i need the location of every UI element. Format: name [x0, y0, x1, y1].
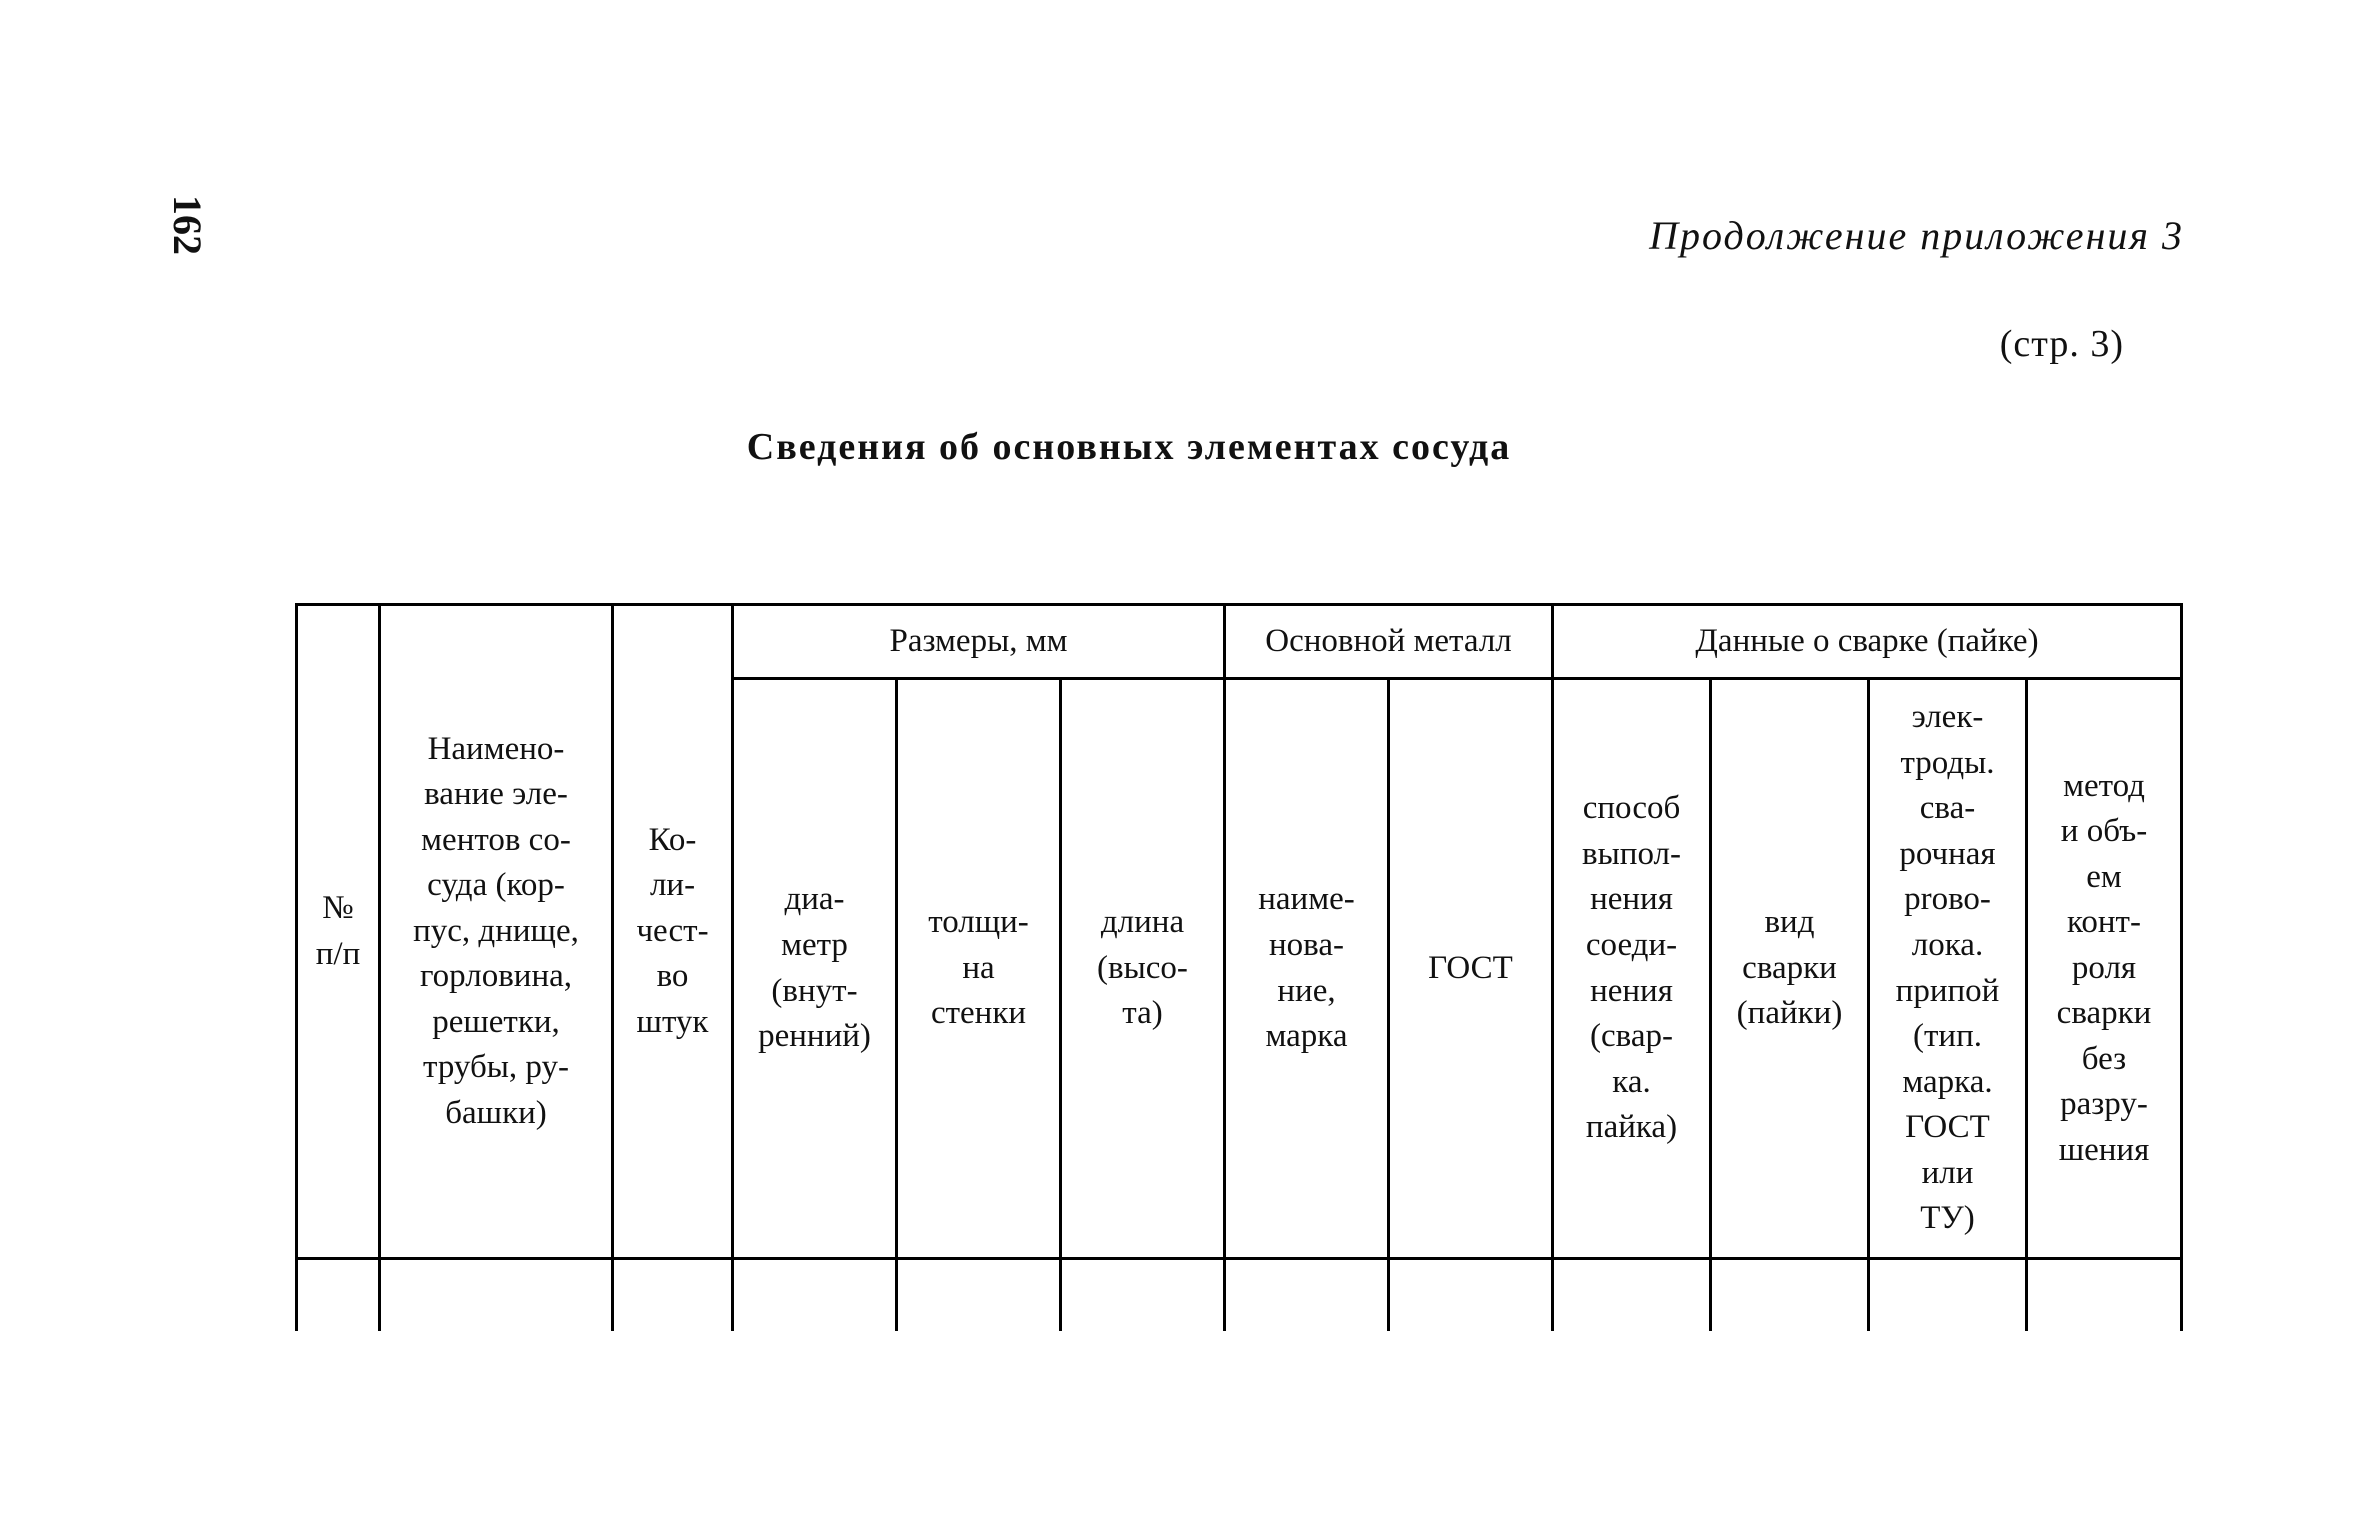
document-title	[0, 425, 2362, 469]
col-gost-header: ГОСТ	[1389, 679, 1553, 1259]
col-quantity-header: Ко- ли- чест- во штук	[613, 605, 733, 1259]
col-welding-type-header: вид сварки (пайки)	[1711, 679, 1869, 1259]
table-cell	[1389, 1259, 1553, 1331]
document-title-text: Сведения об основных элементах сосуда	[746, 426, 1512, 468]
table-cell	[1553, 1259, 1711, 1331]
table-cell	[1711, 1259, 1869, 1331]
page-reference: (стр. 3)	[1999, 323, 2124, 365]
elements-table	[295, 603, 2183, 1331]
table-cell	[1225, 1259, 1389, 1331]
page-number: 162	[165, 195, 211, 255]
table-cell	[897, 1259, 1061, 1331]
table-cell	[613, 1259, 733, 1331]
group-welding-header: Данные о сварке (пайке)	[1553, 605, 2182, 679]
table-cell	[733, 1259, 897, 1331]
col-length-header: длина (высо- та)	[1061, 679, 1225, 1259]
col-number-header: № п/п	[297, 605, 380, 1259]
table-row	[297, 1259, 2182, 1331]
col-diameter-header: диа- метр (внут- ренний)	[733, 679, 897, 1259]
table-cell	[2027, 1259, 2182, 1331]
continuation-note: Продолжение приложения 3	[1649, 213, 2184, 258]
group-metal-header: Основной металл	[1225, 605, 1553, 679]
col-welding-method-header: способ выпол- нения соеди- нения (свар- ка. пайка)	[1553, 679, 1711, 1259]
col-control-header: метод и объ- ем конт- роля сварки без разру- шения	[2027, 679, 2182, 1259]
header-row-groups	[297, 605, 2182, 679]
col-metal-name-header: наиме- нова- ние, марка	[1225, 679, 1389, 1259]
group-sizes-header: Размеры, мм	[733, 605, 1225, 679]
table-cell	[297, 1259, 380, 1331]
col-thickness-header: толщи- на стенки	[897, 679, 1061, 1259]
table-cell	[1869, 1259, 2027, 1331]
col-name-header: Наимено- вание эле- ментов со- суда (кор- пус, днище, горловина, решетки, трубы, ру- башки)	[380, 605, 613, 1259]
table-cell	[380, 1259, 613, 1331]
table-cell	[1061, 1259, 1225, 1331]
col-electrodes-header: элек- троды. сва- рочная prово- лока. припой (тип. марка. ГОСТ или ТУ)	[1869, 679, 2027, 1259]
